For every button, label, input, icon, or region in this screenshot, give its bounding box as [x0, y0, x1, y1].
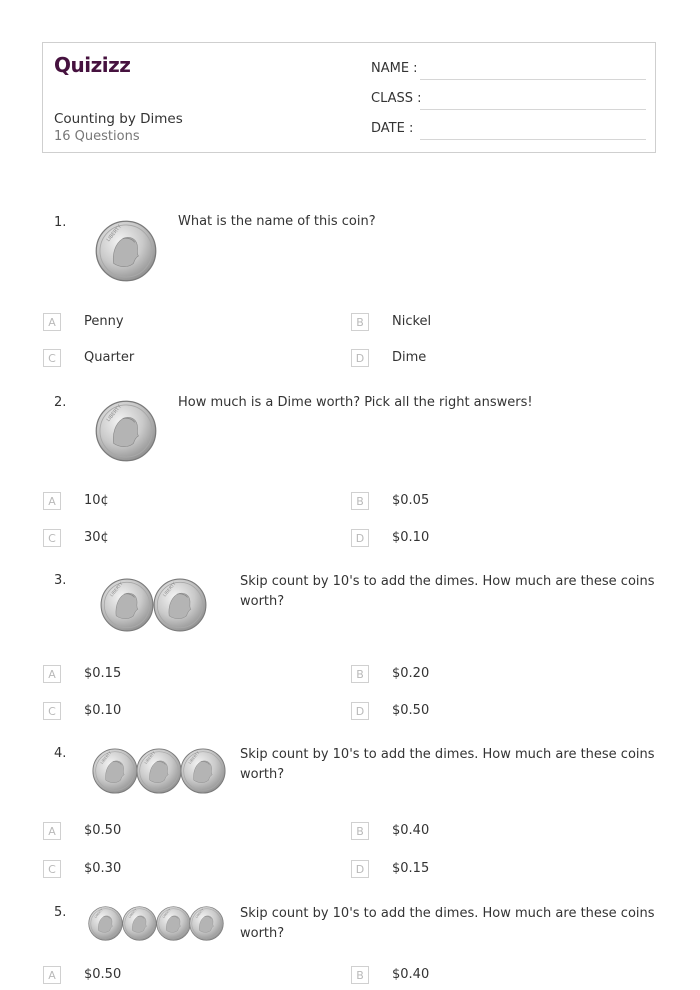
- choice-a-box[interactable]: A: [43, 665, 61, 683]
- question-text-line-2: worth?: [240, 767, 285, 782]
- dime-coin-image: [122, 906, 157, 941]
- class-field[interactable]: [371, 91, 422, 106]
- choice-c-box[interactable]: C: [43, 702, 61, 720]
- question-number: 5.: [54, 905, 67, 920]
- dime-coin-image: [153, 578, 207, 632]
- choice-a-text: 10¢: [84, 493, 109, 508]
- choice-a-text: Penny: [84, 314, 124, 329]
- dime-coin-image: [136, 748, 182, 794]
- choice-a-box[interactable]: A: [43, 492, 61, 510]
- choice-c-text: $0.30: [84, 861, 122, 876]
- choice-b-box[interactable]: B: [351, 822, 369, 840]
- question-text-line-1: Skip count by 10's to add the dimes. How much are these coins: [240, 906, 655, 921]
- choice-c-box[interactable]: C: [43, 349, 61, 367]
- dime-coin-image: [100, 578, 154, 632]
- quizizz-logo: Quizizz: [54, 53, 131, 77]
- choice-d-text: $0.15: [392, 861, 430, 876]
- question-count: 16 Questions: [54, 129, 140, 144]
- dime-coin-image: [95, 400, 157, 462]
- choice-c-box[interactable]: C: [43, 529, 61, 547]
- choice-b-text: $0.05: [392, 493, 430, 508]
- class-label: CLASS :: [371, 91, 422, 106]
- choice-d-text: $0.50: [392, 703, 430, 718]
- question-text-line-1: Skip count by 10's to add the dimes. How much are these coins: [240, 747, 655, 762]
- worksheet-header: [42, 42, 656, 153]
- choice-c-text: 30¢: [84, 530, 109, 545]
- choice-b-text: $0.20: [392, 666, 430, 681]
- question-text-line-2: worth?: [240, 926, 285, 941]
- date-label: DATE :: [371, 121, 414, 136]
- choice-b-box[interactable]: B: [351, 665, 369, 683]
- question-text: What is the name of this coin?: [178, 214, 376, 229]
- dime-coin-image: [92, 748, 138, 794]
- name-label: NAME :: [371, 61, 418, 76]
- choice-c-text: $0.10: [84, 703, 122, 718]
- choice-d-box[interactable]: D: [351, 702, 369, 720]
- dime-coin-image: [189, 906, 224, 941]
- dime-coin-image: [95, 220, 157, 282]
- date-line[interactable]: [420, 139, 646, 140]
- name-line[interactable]: [420, 79, 646, 80]
- question-number: 3.: [54, 573, 67, 588]
- question-number: 2.: [54, 395, 67, 410]
- choice-a-box[interactable]: A: [43, 822, 61, 840]
- choice-d-text: Dime: [392, 350, 427, 365]
- choice-b-box[interactable]: B: [351, 492, 369, 510]
- choice-c-text: Quarter: [84, 350, 135, 365]
- choice-d-text: $0.10: [392, 530, 430, 545]
- name-field[interactable]: [371, 61, 418, 76]
- choice-a-box[interactable]: A: [43, 966, 61, 984]
- choice-a-text: $0.15: [84, 666, 122, 681]
- choice-b-box[interactable]: B: [351, 966, 369, 984]
- choice-d-box[interactable]: D: [351, 860, 369, 878]
- choice-a-text: $0.50: [84, 823, 122, 838]
- worksheet-title: Counting by Dimes: [54, 111, 183, 127]
- dime-coin-image: [156, 906, 191, 941]
- question-text: How much is a Dime worth? Pick all the right answers!: [178, 395, 533, 410]
- choice-a-text: $0.50: [84, 967, 122, 982]
- choice-b-text: $0.40: [392, 967, 430, 982]
- question-number: 1.: [54, 215, 67, 230]
- choice-d-box[interactable]: D: [351, 349, 369, 367]
- question-text-line-2: worth?: [240, 594, 285, 609]
- class-line[interactable]: [420, 109, 646, 110]
- question-number: 4.: [54, 746, 67, 761]
- question-text-line-1: Skip count by 10's to add the dimes. How much are these coins: [240, 574, 655, 589]
- choice-c-box[interactable]: C: [43, 860, 61, 878]
- choice-d-box[interactable]: D: [351, 529, 369, 547]
- choice-b-text: $0.40: [392, 823, 430, 838]
- dime-coin-image: [88, 906, 123, 941]
- choice-b-box[interactable]: B: [351, 313, 369, 331]
- dime-coin-image: [180, 748, 226, 794]
- choice-b-text: Nickel: [392, 314, 432, 329]
- choice-a-box[interactable]: A: [43, 313, 61, 331]
- date-field[interactable]: [371, 121, 413, 136]
